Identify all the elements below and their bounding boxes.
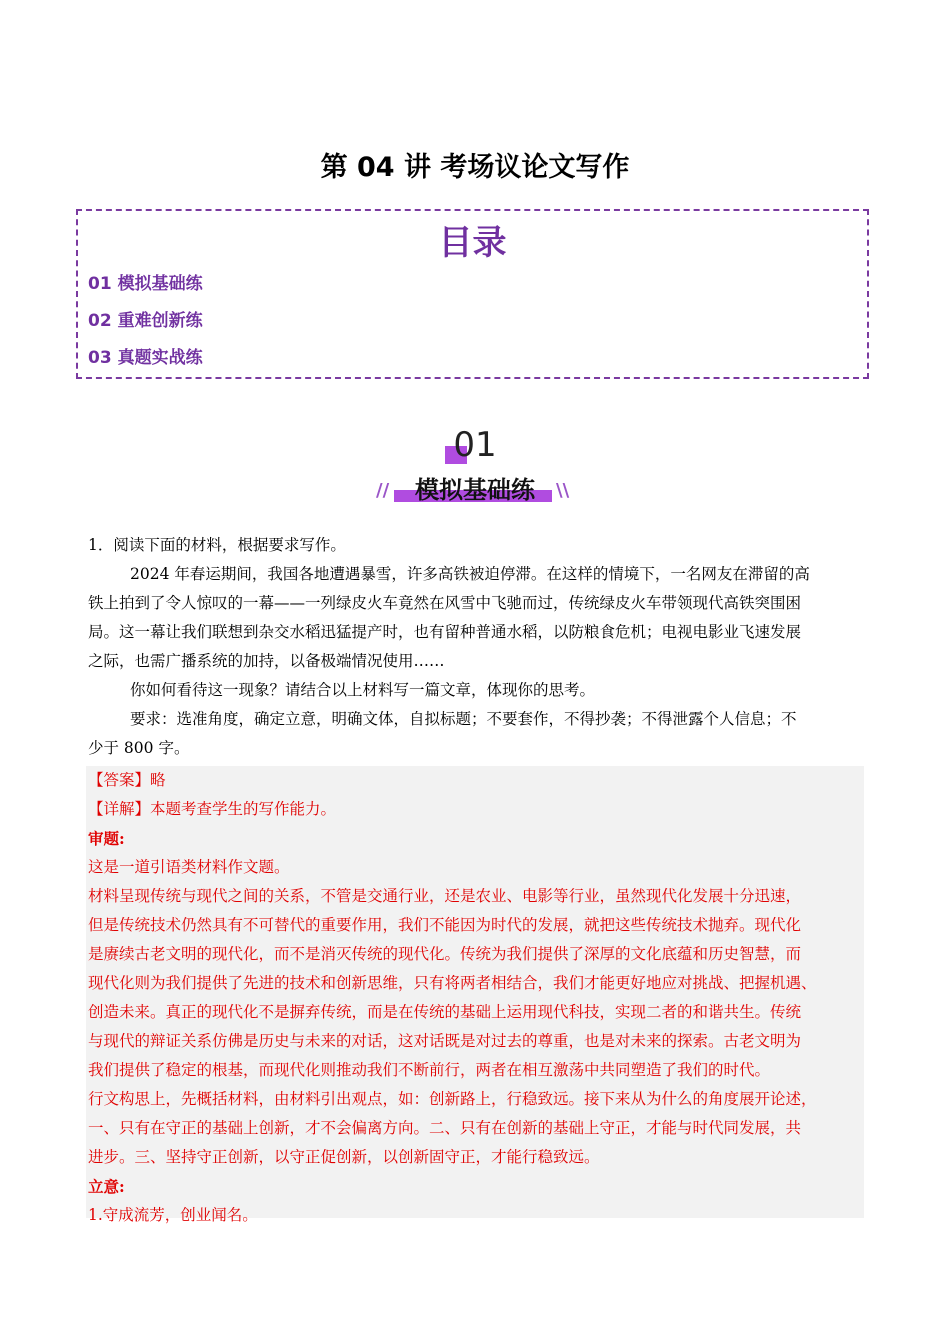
- analysis-line: 是赓续古老文明的现代化，而不是消灭传统的现代化。传统为我们提供了深厚的文化底蕴和历史智慧，而: [88, 945, 802, 963]
- answer-block: [86, 766, 864, 1224]
- toc-item-real-exam[interactable]: 03 真题实战练: [88, 348, 203, 368]
- analysis-line: 材料呈现传统与现代之间的关系，不管是交通行业，还是农业、电影等行业，虽然现代化发展十分迅速，: [88, 887, 802, 905]
- question-line: 铁上拍到了令人惊叹的一幕——一列绿皮火车竟然在风雪中飞驰而过，传统绿皮火车带领现代高铁突围困: [88, 594, 802, 612]
- section-slash-left: //: [376, 480, 390, 501]
- question-block: [88, 531, 863, 763]
- question-prompt: 你如何看待这一现象？请结合以上材料写一篇文章，体现你的思考。: [130, 681, 596, 699]
- detail-line: 【详解】本题考查学生的写作能力。: [88, 800, 337, 818]
- question-requirements: 要求：选准角度，确定立意，明确文体，自拟标题；不要套作，不得抄袭；不得泄露个人信息；不: [130, 710, 797, 728]
- analysis-line: 这是一道引语类材料作文题。: [88, 858, 290, 876]
- section-label: 模拟基础练: [415, 476, 535, 504]
- toc-item-innovation[interactable]: 02 重难创新练: [88, 311, 203, 331]
- question-requirements-end: 少于 800 字。: [88, 739, 190, 757]
- section-number: 01: [453, 425, 497, 465]
- page-title: 第 04 讲 考场议论文写作: [320, 152, 630, 183]
- question-line: 局。这一幕让我们联想到杂交水稻迅猛提产时，也有留种普通水稻，以防粮食危机；电视电影业飞速发展: [88, 623, 802, 641]
- analysis-line: 我们提供了稳定的根基，而现代化则推动我们不断前行，两者在相互激荡中共同塑造了我们的时代。: [88, 1061, 771, 1079]
- question-intro: 1．阅读下面的材料，根据要求写作。: [88, 536, 346, 554]
- analysis-line: 与现代的辩证关系仿佛是历史与未来的对话，这对话既是对过去的尊重，也是对未来的探索。古老文明为: [88, 1032, 802, 1050]
- analysis-line: 现代化则为我们提供了先进的技术和创新思维，只有将两者相结合，我们才能更好地应对挑战、把握机遇、: [88, 974, 817, 992]
- analysis-line: 但是传统技术仍然具有不可替代的重要作用，我们不能因为时代的发展，就把这些传统技术抛弃。现代化: [88, 916, 802, 934]
- analysis-line: 行文构思上，先概括材料，由材料引出观点，如：创新路上，行稳致远。接下来从为什么的角度展开论述，: [88, 1090, 817, 1108]
- toc-item-basic[interactable]: 01 模拟基础练: [88, 274, 203, 294]
- analysis-line: 进步。三、坚持守正创新，以守正促创新，以创新固守正，才能行稳致远。: [88, 1148, 600, 1166]
- analysis-line: 一、只有在守正的基础上创新，才不会偏离方向。二、只有在创新的基础上守正，才能与时代同发展，共: [88, 1119, 802, 1137]
- question-line: 之际，也需广播系统的加持，以备极端情况使用……: [88, 652, 445, 670]
- analysis-line: 创造未来。真正的现代化不是摒弃传统，而是在传统的基础上运用现代科技，实现二者的和谐共生。传统: [88, 1003, 802, 1021]
- answer-line: 【答案】略: [88, 771, 166, 789]
- section-slash-right: \\: [556, 480, 570, 501]
- shenti-label: 审题:: [88, 829, 125, 848]
- table-of-contents: [76, 209, 869, 379]
- toc-heading: 目录: [438, 223, 507, 263]
- liyi-line: 1.守成流芳，创业闻名。: [88, 1206, 258, 1224]
- question-line: 2024 年春运期间，我国各地遭遇暴雪，许多高铁被迫停滞。在这样的情境下，一名网友在滞留的高: [130, 565, 810, 583]
- liyi-label: 立意:: [88, 1177, 125, 1196]
